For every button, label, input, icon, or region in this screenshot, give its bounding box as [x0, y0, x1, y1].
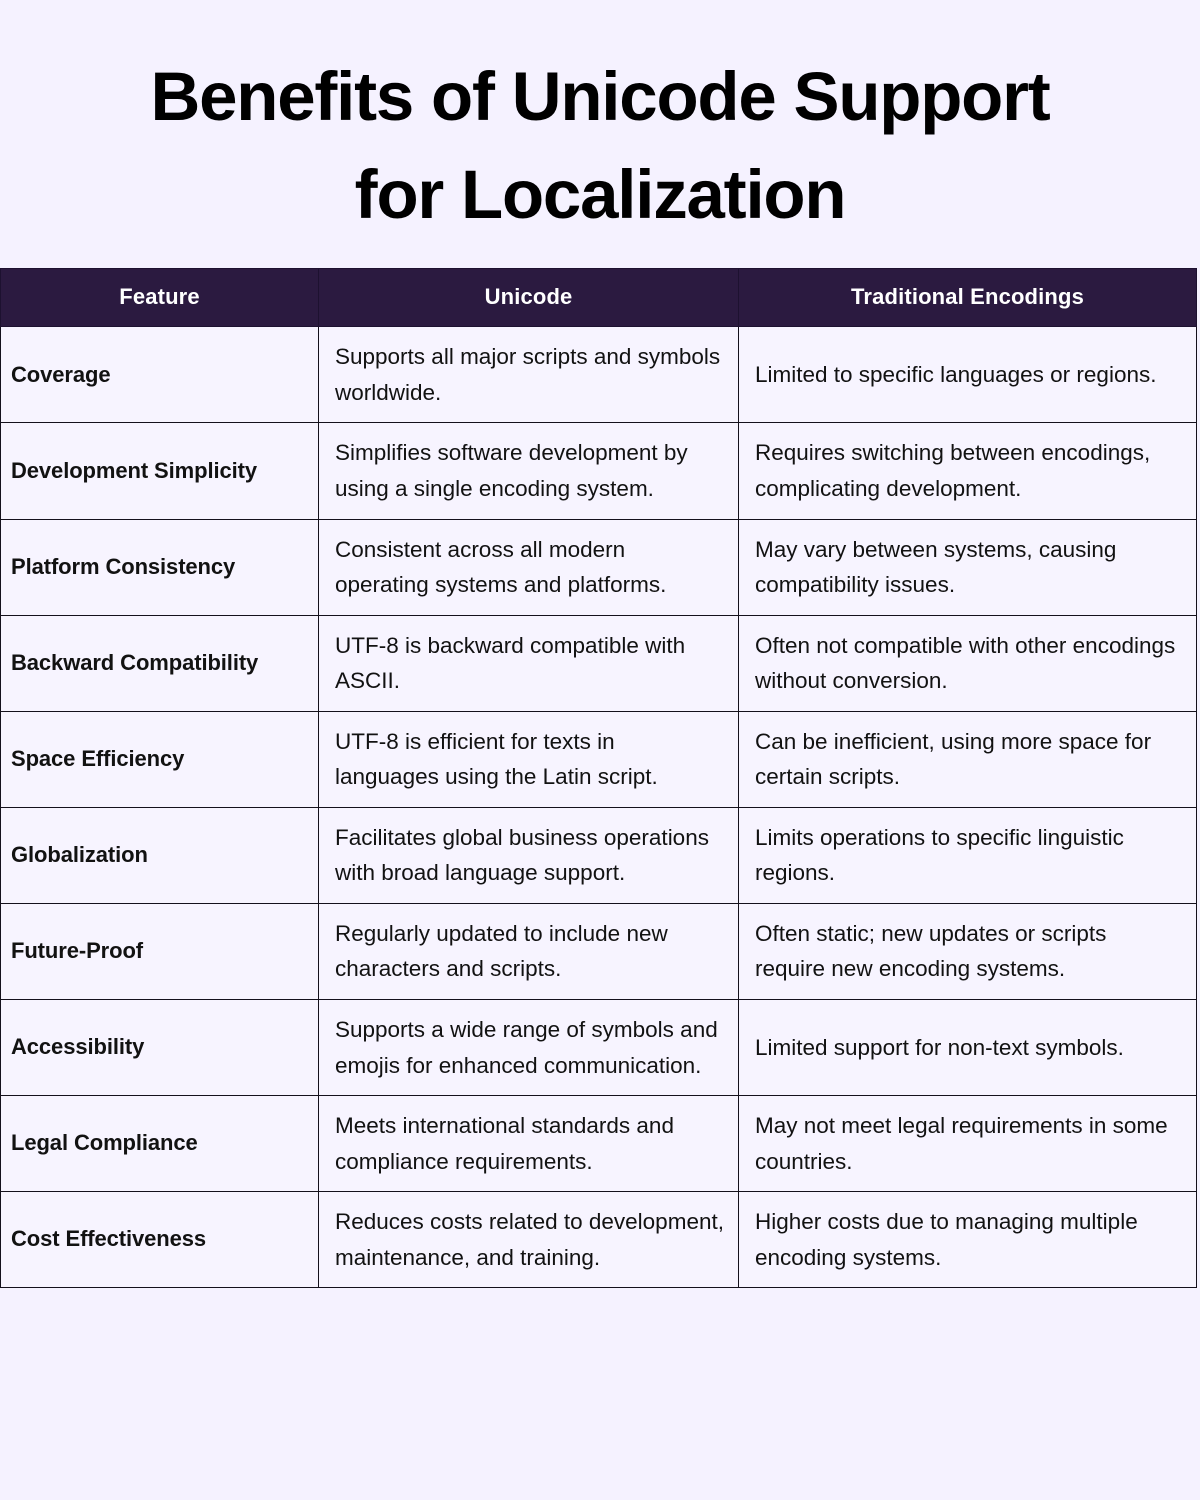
cell-unicode: Simplifies software development by using a single encoding system. — [319, 423, 739, 519]
table-header-row — [1, 268, 1197, 326]
cell-traditional: Higher costs due to managing multiple encoding systems. — [739, 1192, 1197, 1288]
page-title: Benefits of Unicode Support for Localization — [150, 58, 1050, 233]
cell-feature: Backward Compatibility — [1, 615, 319, 711]
cell-traditional: Limits operations to specific linguistic regions. — [739, 807, 1197, 903]
cell-unicode: UTF-8 is efficient for texts in languages using the Latin script. — [319, 711, 739, 807]
table-row — [1, 1096, 1197, 1192]
cell-feature: Development Simplicity — [1, 423, 319, 519]
cell-traditional: Limited to specific languages or regions. — [739, 327, 1197, 423]
table-row — [1, 903, 1197, 999]
cell-unicode: Supports a wide range of symbols and emojis for enhanced communication. — [319, 999, 739, 1095]
cell-unicode: UTF-8 is backward compatible with ASCII. — [319, 615, 739, 711]
cell-traditional: Often static; new updates or scripts require new encoding systems. — [739, 903, 1197, 999]
cell-traditional: Requires switching between encodings, complicating development. — [739, 423, 1197, 519]
table-body — [1, 327, 1197, 1288]
table-row — [1, 807, 1197, 903]
title-block — [0, 0, 1200, 244]
cell-feature: Legal Compliance — [1, 1096, 319, 1192]
cell-feature: Globalization — [1, 807, 319, 903]
cell-feature: Platform Consistency — [1, 519, 319, 615]
comparison-table — [0, 268, 1197, 1288]
cell-feature: Coverage — [1, 327, 319, 423]
table-row — [1, 423, 1197, 519]
table-row — [1, 327, 1197, 423]
cell-feature: Space Efficiency — [1, 711, 319, 807]
cell-feature: Accessibility — [1, 999, 319, 1095]
cell-traditional: Can be inefficient, using more space for certain scripts. — [739, 711, 1197, 807]
table-header — [1, 268, 1197, 326]
table-row — [1, 519, 1197, 615]
column-header-traditional-encodings: Traditional Encodings — [739, 268, 1197, 326]
column-header-feature: Feature — [1, 268, 319, 326]
cell-unicode: Regularly updated to include new characters and scripts. — [319, 903, 739, 999]
table-row — [1, 711, 1197, 807]
cell-unicode: Meets international standards and compliance requirements. — [319, 1096, 739, 1192]
comparison-table-container — [0, 268, 1200, 1288]
cell-feature: Cost Effectiveness — [1, 1192, 319, 1288]
cell-traditional: May vary between systems, causing compatibility issues. — [739, 519, 1197, 615]
table-row — [1, 999, 1197, 1095]
cell-unicode: Consistent across all modern operating systems and platforms. — [319, 519, 739, 615]
column-header-unicode: Unicode — [319, 268, 739, 326]
table-row — [1, 1192, 1197, 1288]
cell-traditional: May not meet legal requirements in some countries. — [739, 1096, 1197, 1192]
table-row — [1, 615, 1197, 711]
cell-unicode: Reduces costs related to development, maintenance, and training. — [319, 1192, 739, 1288]
cell-feature: Future-Proof — [1, 903, 319, 999]
cell-unicode: Supports all major scripts and symbols worldwide. — [319, 327, 739, 423]
cell-traditional: Often not compatible with other encodings without conversion. — [739, 615, 1197, 711]
cell-unicode: Facilitates global business operations with broad language support. — [319, 807, 739, 903]
cell-traditional: Limited support for non-text symbols. — [739, 999, 1197, 1095]
